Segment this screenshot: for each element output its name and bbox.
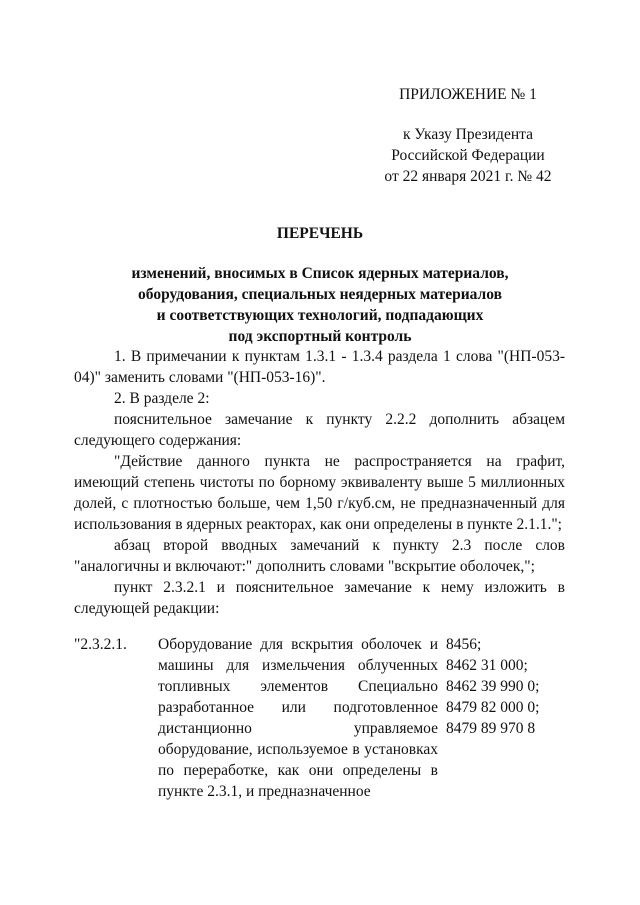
title-subtitle-line: под экспортный контроль	[228, 328, 412, 345]
item-number: "2.3.2.1.	[74, 636, 127, 653]
paragraph-1: 1. В примечании к пунктам 1.3.1 - 1.3.4 раздела 1 слова "(НП-053-04)" заменить словами "(НП-053-16)".	[74, 348, 565, 386]
appendix-block	[372, 84, 564, 187]
paragraph-4: "Действие данного пункта не распространяется на графит, имеющий степень чистоты по борному эквиваленту выше 5 миллионных долей, с плотностью больше, чем 1,50 г/куб.см, не предназначенный для использования в ядерных реакторах, как они определены в пункте 2.1.1.";	[74, 453, 565, 533]
appendix-line: к Указу Президента	[403, 126, 533, 143]
code-value: 8479 89 970 8	[446, 720, 536, 737]
title-subtitle-line: изменений, вносимых в Список ядерных материалов,	[131, 265, 509, 282]
title-subtitle-line: и соответствующих технологий, подпадающих	[156, 307, 484, 324]
paragraph-6: пункт 2.3.2.1 и пояснительное замечание к нему изложить в следующей редакции:	[74, 579, 565, 617]
code-value: 8456;	[446, 636, 482, 653]
title-main: ПЕРЕЧЕНЬ	[276, 225, 364, 242]
title-subtitle-line: оборудования, специальных неядерных материалов	[138, 286, 502, 303]
item-description: Оборудование для вскрытия оболочек и машины для измельчения облученных топливных элементов Специально разработанное или подготовленное дистанционно управляемое оборудование, используемое в установках по переработке, как они определены в пункте 2.3.1, и предназначенное	[158, 636, 438, 800]
code-value: 8479 82 000 0;	[446, 699, 540, 716]
code-value: 8462 31 000;	[446, 657, 528, 674]
appendix-line: от 22 января 2021 г. № 42	[384, 168, 552, 185]
table-row	[74, 634, 565, 802]
paragraph-2: 2. В разделе 2:	[114, 390, 210, 407]
document-title	[60, 223, 580, 347]
item-codes	[438, 634, 571, 802]
document-body	[74, 346, 565, 619]
item-table	[74, 634, 565, 802]
paragraph-3: пояснительное замечание к пункту 2.2.2 дополнить абзацем следующего содержания:	[74, 411, 565, 449]
appendix-line: Российской Федерации	[391, 147, 545, 164]
appendix-heading: ПРИЛОЖЕНИЕ № 1	[399, 86, 537, 103]
code-value: 8462 39 990 0;	[446, 678, 540, 695]
paragraph-5: абзац второй вводных замечаний к пункту 2.3 после слов "аналогичны и включают:" дополнить словами "вскрытие оболочек,";	[74, 537, 565, 575]
